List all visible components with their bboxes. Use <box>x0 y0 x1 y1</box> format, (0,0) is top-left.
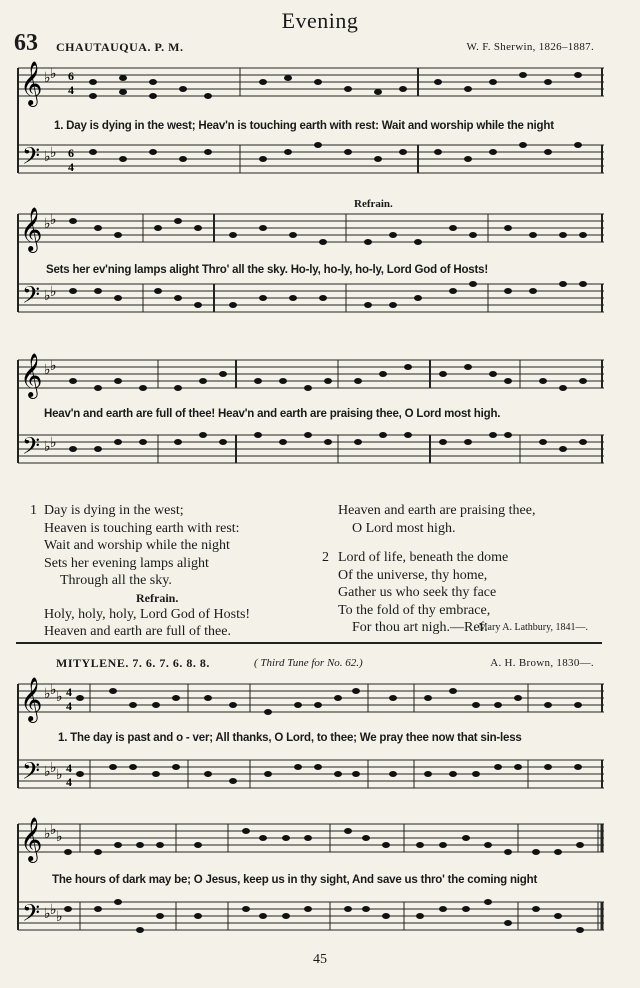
svg-text:♭: ♭ <box>44 765 51 780</box>
svg-text:♭: ♭ <box>50 67 57 82</box>
verse-2-number: 2 <box>322 550 329 565</box>
lyric-line-4: 1. The day is past and o - ver; All thanks, O Lord, to thee; We pray thee now that sin-less <box>58 732 522 744</box>
verse-line: Through all the sky. <box>60 573 172 588</box>
svg-text:𝄢: 𝄢 <box>22 434 41 465</box>
tune-note: ( Third Tune for No. 62.) <box>254 657 363 669</box>
verse-line: Heaven is touching earth with rest: <box>44 520 240 536</box>
svg-text:𝄢: 𝄢 <box>22 901 41 932</box>
section-divider <box>16 642 602 644</box>
treble-clef-icon: 𝄞 <box>20 63 43 105</box>
svg-text:♭: ♭ <box>50 761 57 776</box>
svg-text:♭: ♭ <box>44 150 51 165</box>
tune-name-mitylene: MITYLENE. 7. 6. 7. 6. 8. 8. <box>56 656 210 670</box>
svg-text:4: 4 <box>68 83 74 97</box>
svg-text:♭: ♭ <box>44 71 51 86</box>
svg-text:𝄞: 𝄞 <box>20 819 43 861</box>
svg-text:♭: ♭ <box>56 768 63 783</box>
verse-line: Of the universe, thy home, <box>338 567 488 583</box>
svg-text:4: 4 <box>66 685 72 699</box>
svg-text:♭: ♭ <box>44 827 51 842</box>
hymn-number: 63 <box>14 30 38 56</box>
page-title: Evening <box>281 8 359 33</box>
verse-line: To the fold of thy embrace, <box>338 602 491 618</box>
svg-text:♭: ♭ <box>50 823 57 838</box>
verse-line: Sets her evening lamps alight <box>44 555 209 571</box>
lyric-line-2: Sets her ev'ning lamps alight Thro' all the sky. Ho-ly, ho-ly, ho-ly, Lord God of Hosts! <box>46 264 488 276</box>
svg-text:6: 6 <box>68 69 74 83</box>
author-attribution: Mary A. Lathbury, 1841—. <box>478 622 588 633</box>
refrain-label: Refrain. <box>354 198 393 210</box>
composer-mitylene: A. H. Brown, 1830—. <box>490 657 594 669</box>
svg-text:4: 4 <box>66 761 72 775</box>
svg-text:𝄞: 𝄞 <box>20 355 43 397</box>
svg-text:♭: ♭ <box>44 289 51 304</box>
verse-line: Heaven and earth are full of thee. <box>44 624 231 639</box>
svg-text:♭: ♭ <box>50 436 57 451</box>
svg-text:𝄢: 𝄢 <box>22 759 41 790</box>
svg-text:♭: ♭ <box>50 359 57 374</box>
verse-refrain-label: Refrain. <box>136 590 179 605</box>
page-number: 45 <box>313 952 327 967</box>
svg-text:𝄞: 𝄞 <box>20 209 43 251</box>
svg-text:♭: ♭ <box>56 830 63 845</box>
lyric-line-3: Heav'n and earth are full of thee! Heav'n and earth are praising thee, O Lord most high. <box>44 408 501 420</box>
composer: W. F. Sherwin, 1826–1887. <box>466 41 594 53</box>
svg-text:4: 4 <box>68 160 74 174</box>
lyric-line-1: 1. Day is dying in the west; Heav'n is touching earth with rest: Wait and worship while the night <box>54 120 554 132</box>
verse-line: Holy, holy, holy, Lord God of Hosts! <box>44 606 251 622</box>
svg-text:♭: ♭ <box>44 907 51 922</box>
tune-name: CHAUTAUQUA. P. M. <box>56 40 184 54</box>
verse-line: Heaven and earth are praising thee, <box>338 503 536 518</box>
svg-text:𝄢: 𝄢 <box>22 283 41 314</box>
svg-text:♭: ♭ <box>56 690 63 705</box>
svg-text:♭: ♭ <box>44 440 51 455</box>
verse-line: Gather us who seek thy face <box>338 585 497 600</box>
verse-line: O Lord most high. <box>352 520 456 536</box>
svg-text:♭: ♭ <box>56 910 63 925</box>
svg-text:♭: ♭ <box>50 285 57 300</box>
svg-text:♭: ♭ <box>50 903 57 918</box>
bass-clef-icon: 𝄢 <box>22 144 41 175</box>
svg-text:♭: ♭ <box>44 687 51 702</box>
lyric-line-5: The hours of dark may be; O Jesus, keep us in thy sight, And save us thro' the coming night <box>52 874 538 886</box>
svg-text:♭: ♭ <box>50 683 57 698</box>
svg-text:♭: ♭ <box>50 146 57 161</box>
verse-1 <box>44 502 250 641</box>
verse-line: Wait and worship while the night <box>44 538 230 553</box>
verse-1-number: 1 <box>30 503 37 518</box>
verse-line: Day is dying in the west; <box>44 503 184 518</box>
verse-line: Lord of life, beneath the dome <box>338 550 509 565</box>
svg-text:𝄞: 𝄞 <box>20 679 43 721</box>
verse-1-continued <box>338 502 535 537</box>
svg-text:4: 4 <box>66 699 72 713</box>
svg-text:♭: ♭ <box>44 363 51 378</box>
svg-text:4: 4 <box>66 775 72 789</box>
svg-text:♭: ♭ <box>50 213 57 228</box>
svg-text:♭: ♭ <box>44 217 51 232</box>
verse-line: For thou art nigh.—Ref. <box>352 620 488 635</box>
svg-text:6: 6 <box>68 146 74 160</box>
